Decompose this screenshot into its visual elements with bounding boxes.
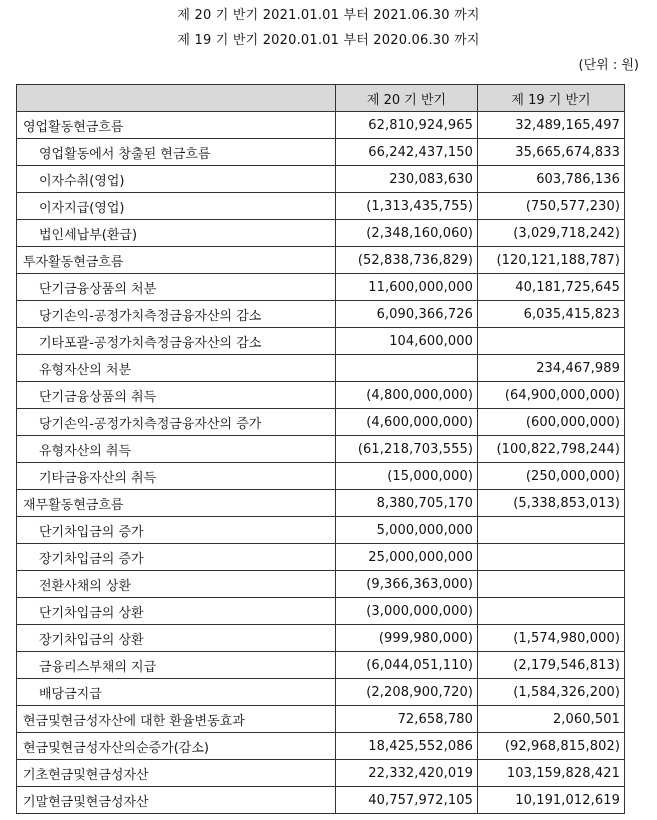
table-row: [17, 517, 625, 544]
value-period-19: (92,968,815,802): [478, 733, 625, 760]
row-label: 배당금지급: [17, 679, 336, 706]
row-label: 현금및현금성자산에 대한 환율변동효과: [17, 706, 336, 733]
table-row: [17, 652, 625, 679]
period-line-current: 제 20 기 반기 2021.01.01 부터 2021.06.30 까지: [177, 8, 480, 23]
row-label: 당기손익-공정가치측정금융자산의 증가: [17, 409, 336, 436]
value-period-20: 25,000,000,000: [336, 544, 478, 571]
value-period-19: (64,900,000,000): [478, 382, 625, 409]
table-row: [17, 328, 625, 355]
table-row: [17, 490, 625, 517]
row-label: 재무활동현금흐름: [17, 490, 336, 517]
value-period-20: (999,980,000): [336, 625, 478, 652]
value-period-20: 11,600,000,000: [336, 274, 478, 301]
table-row: [17, 760, 625, 787]
row-label: 단기차입금의 증가: [17, 517, 336, 544]
value-period-20: (2,208,900,720): [336, 679, 478, 706]
cash-flow-table: [16, 84, 625, 814]
value-period-19: (2,179,546,813): [478, 652, 625, 679]
row-label: 기타금융자산의 취득: [17, 463, 336, 490]
value-period-20: (1,313,435,755): [336, 193, 478, 220]
row-label: 장기차입금의 상환: [17, 625, 336, 652]
value-period-20: 66,242,437,150: [336, 139, 478, 166]
row-label: 영업활동현금흐름: [17, 112, 336, 139]
value-period-20: 104,600,000: [336, 328, 478, 355]
row-label: 당기손익-공정가치측정금융자산의 감소: [17, 301, 336, 328]
table-row: [17, 247, 625, 274]
table-row: [17, 301, 625, 328]
value-period-19: [478, 571, 625, 598]
row-label: 기타포괄-공정가치측정금융자산의 감소: [17, 328, 336, 355]
row-label: 영업활동에서 창출된 현금흐름: [17, 139, 336, 166]
row-label: 법인세납부(환급): [17, 220, 336, 247]
value-period-19: 2,060,501: [478, 706, 625, 733]
value-period-20: (15,000,000): [336, 463, 478, 490]
table-row: [17, 436, 625, 463]
table-row: [17, 598, 625, 625]
row-label: 금융리스부채의 지급: [17, 652, 336, 679]
table-row: [17, 274, 625, 301]
table-row: [17, 355, 625, 382]
value-period-19: 234,467,989: [478, 355, 625, 382]
value-period-20: (52,838,736,829): [336, 247, 478, 274]
value-period-19: [478, 328, 625, 355]
value-period-19: (100,822,798,244): [478, 436, 625, 463]
table-row: [17, 679, 625, 706]
row-label: 기초현금및현금성자산: [17, 760, 336, 787]
table-header-row: [17, 85, 625, 112]
unit-label: (단위 : 원): [578, 58, 639, 73]
value-period-20: 22,332,420,019: [336, 760, 478, 787]
value-period-19: 40,181,725,645: [478, 274, 625, 301]
table-row: [17, 787, 625, 814]
value-period-20: (4,600,000,000): [336, 409, 478, 436]
value-period-19: [478, 598, 625, 625]
row-label: 유형자산의 취득: [17, 436, 336, 463]
row-label: 현금및현금성자산의순증가(감소): [17, 733, 336, 760]
row-label: 단기금융상품의 처분: [17, 274, 336, 301]
table-row: [17, 409, 625, 436]
table-row: [17, 706, 625, 733]
value-period-20: 5,000,000,000: [336, 517, 478, 544]
row-label: 이자지급(영업): [17, 193, 336, 220]
value-period-19: 32,489,165,497: [478, 112, 625, 139]
column-header-period-19: 제 19 기 반기: [478, 85, 625, 112]
value-period-20: 8,380,705,170: [336, 490, 478, 517]
value-period-20: 6,090,366,726: [336, 301, 478, 328]
table-row: [17, 625, 625, 652]
row-label: 장기차입금의 증가: [17, 544, 336, 571]
row-label: 유형자산의 처분: [17, 355, 336, 382]
value-period-20: 40,757,972,105: [336, 787, 478, 814]
value-period-20: 18,425,552,086: [336, 733, 478, 760]
column-header-period-20: 제 20 기 반기: [336, 85, 478, 112]
value-period-19: 603,786,136: [478, 166, 625, 193]
value-period-19: (5,338,853,013): [478, 490, 625, 517]
value-period-20: 230,083,630: [336, 166, 478, 193]
value-period-19: (750,577,230): [478, 193, 625, 220]
value-period-19: [478, 544, 625, 571]
table-row: [17, 139, 625, 166]
row-label: 전환사채의 상환: [17, 571, 336, 598]
value-period-20: (2,348,160,060): [336, 220, 478, 247]
value-period-19: 10,191,012,619: [478, 787, 625, 814]
table-row: [17, 220, 625, 247]
row-label: 이자수취(영업): [17, 166, 336, 193]
row-label: 단기금융상품의 취득: [17, 382, 336, 409]
period-line-prior: 제 19 기 반기 2020.01.01 부터 2020.06.30 까지: [177, 33, 480, 48]
value-period-20: 72,658,780: [336, 706, 478, 733]
value-period-19: (3,029,718,242): [478, 220, 625, 247]
table-row: [17, 382, 625, 409]
row-label: 투자활동현금흐름: [17, 247, 336, 274]
table-row: [17, 733, 625, 760]
value-period-19: 35,665,674,833: [478, 139, 625, 166]
value-period-20: (3,000,000,000): [336, 598, 478, 625]
value-period-20: 62,810,924,965: [336, 112, 478, 139]
table-row: [17, 193, 625, 220]
value-period-19: (600,000,000): [478, 409, 625, 436]
value-period-20: (6,044,051,110): [336, 652, 478, 679]
value-period-20: (61,218,703,555): [336, 436, 478, 463]
value-period-19: (250,000,000): [478, 463, 625, 490]
value-period-19: 6,035,415,823: [478, 301, 625, 328]
value-period-20: (9,366,363,000): [336, 571, 478, 598]
table-row: [17, 112, 625, 139]
value-period-19: 103,159,828,421: [478, 760, 625, 787]
value-period-19: (1,584,326,200): [478, 679, 625, 706]
row-label: 단기차입금의 상환: [17, 598, 336, 625]
value-period-19: [478, 517, 625, 544]
column-header-account: [17, 85, 336, 112]
value-period-20: [336, 355, 478, 382]
table-row: [17, 463, 625, 490]
table-row: [17, 166, 625, 193]
value-period-20: (4,800,000,000): [336, 382, 478, 409]
value-period-19: (120,121,188,787): [478, 247, 625, 274]
value-period-19: (1,574,980,000): [478, 625, 625, 652]
table-row: [17, 571, 625, 598]
row-label: 기말현금및현금성자산: [17, 787, 336, 814]
table-row: [17, 544, 625, 571]
